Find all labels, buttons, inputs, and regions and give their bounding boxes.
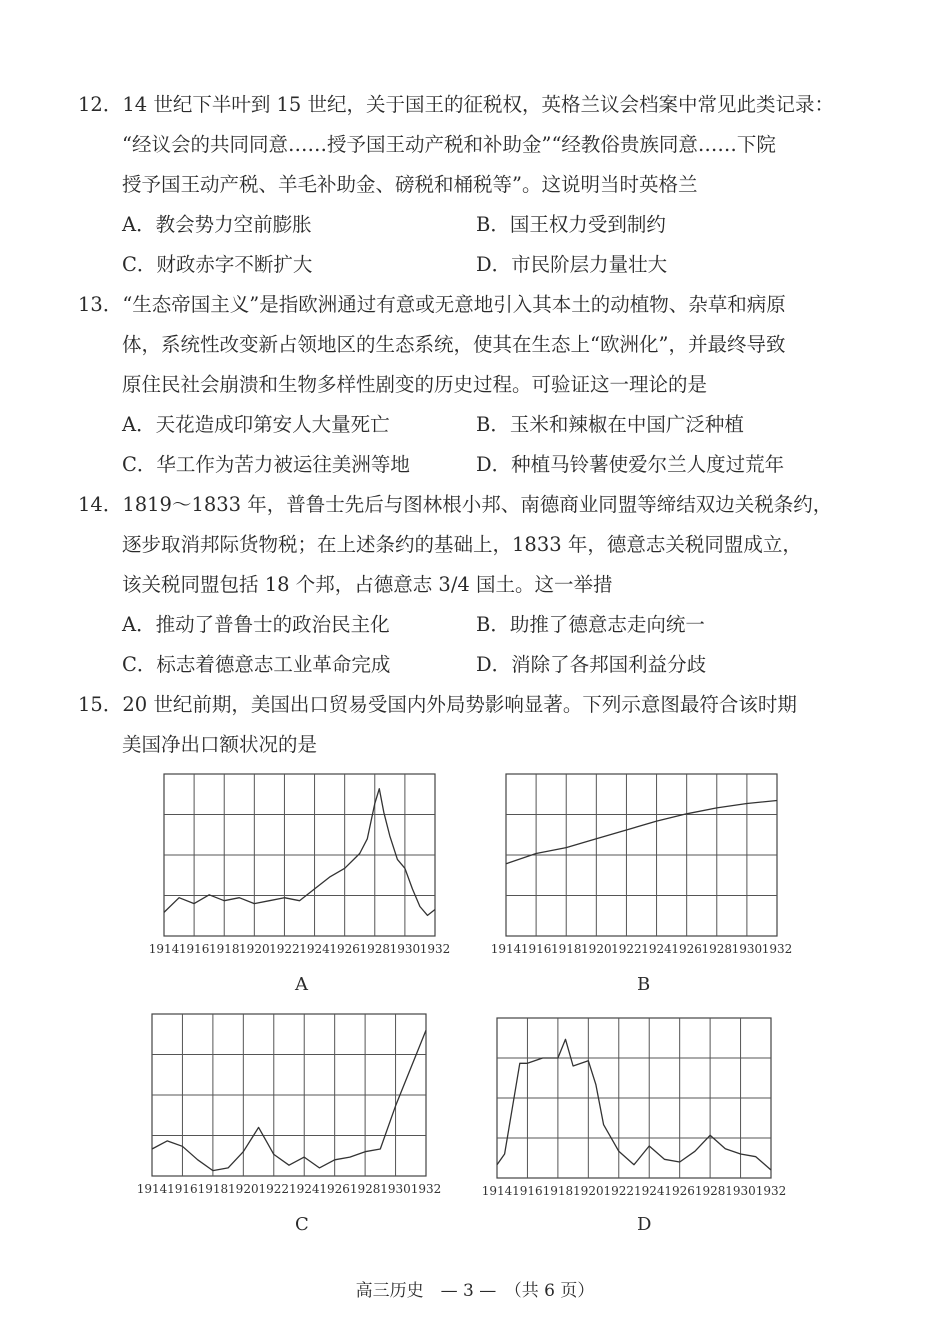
page-footer: 高三历史 — 3 — （共 6 页） (355, 1281, 595, 1301)
option-d: D．消除了各邦国利益分歧 (476, 653, 707, 676)
x-tick-label: 1914 (136, 1182, 168, 1196)
option-c: C．华工作为苦力被运往美洲等地 (122, 453, 410, 476)
chart-a-caption: A (295, 974, 308, 995)
chart-b-caption: B (637, 974, 651, 995)
question-text: 原住民社会崩溃和生物多样性剧变的历史过程。可验证这一理论的是 (122, 373, 708, 396)
x-tick-label: 1924 (633, 1184, 665, 1198)
question-15 (78, 685, 878, 765)
question-text: 体，系统性改变新占领地区的生态系统，使其在生态上“欧洲化”，并最终导致 (122, 333, 786, 356)
chart-grid (164, 774, 435, 936)
series-line (152, 1030, 426, 1170)
question-14 (78, 485, 878, 685)
x-tick-label: 1922 (611, 942, 642, 956)
x-tick-label: 1918 (197, 1182, 229, 1196)
chart-a-svg (148, 774, 453, 969)
x-tick-label: 1918 (208, 942, 240, 956)
x-tick-label: 1918 (542, 1184, 574, 1198)
question-text: 授予国王动产税、羊毛补助金、磅税和桶税等”。这说明当时英格兰 (122, 173, 698, 196)
option-b: B．助推了德意志走向统一 (476, 613, 705, 636)
x-tick-label: 1924 (299, 942, 330, 956)
option-c: C．财政赤字不断扩大 (122, 253, 313, 276)
x-tick-label: 1928 (701, 942, 733, 956)
question-text: “经议会的共同同意……授予国王动产税和补助金”“经教俗贵族同意……下院 (122, 133, 776, 156)
x-tick-label: 1924 (641, 942, 672, 956)
question-text: 15．20 世纪前期，美国出口贸易受国内外局势影响显著。下列示意图最符合该时期 (78, 693, 797, 716)
x-tick-label: 1920 (581, 942, 612, 956)
chart-c-svg (138, 1014, 448, 1209)
option-a: A．教会势力空前膨胀 (122, 213, 312, 236)
x-tick-label: 1914 (490, 942, 522, 956)
chart-c (138, 1014, 448, 1209)
x-tick-label: 1926 (319, 1182, 350, 1196)
option-b: B．玉米和辣椒在中国广泛种植 (476, 413, 744, 436)
x-tick-label: 1918 (550, 942, 582, 956)
chart-grid (506, 774, 777, 936)
x-tick-label: 1930 (731, 942, 763, 956)
x-tick-label: 1916 (512, 1184, 543, 1198)
chart-a (148, 774, 453, 969)
x-tick-label: 1914 (481, 1184, 513, 1198)
option-d: D．种植马铃薯使爱尔兰人度过荒年 (476, 453, 785, 476)
question-text: 逐步取消邦际货物税；在上述条约的基础上，1833 年，德意志关税同盟成立， (122, 533, 802, 556)
option-a: A．推动了普鲁士的政治民主化 (122, 613, 390, 636)
x-tick-label: 1920 (573, 1184, 604, 1198)
x-tick-label: 1930 (389, 942, 421, 956)
x-tick-label: 1928 (359, 942, 391, 956)
x-tick-label: 1916 (167, 1182, 198, 1196)
question-text: 13．“生态帝国主义”是指欧洲通过有意或无意地引入其本土的动植物、杂草和病原 (78, 293, 786, 316)
x-tick-label: 1930 (380, 1182, 411, 1196)
x-tick-label: 1914 (148, 942, 180, 956)
x-tick-label: 1932 (419, 942, 451, 956)
option-b: B．国王权力受到制约 (476, 213, 666, 236)
series-line (497, 1039, 771, 1170)
chart-d (482, 1018, 792, 1213)
x-tick-label: 1924 (288, 1182, 320, 1196)
chart-grid (497, 1018, 771, 1178)
chart-grid (152, 1014, 426, 1176)
chart-d-caption: D (637, 1214, 652, 1235)
question-text: 12．14 世纪下半叶到 15 世纪，关于国王的征税权，英格兰议会档案中常见此类记录： (78, 93, 835, 116)
x-tick-label: 1930 (725, 1184, 756, 1198)
x-tick-label: 1926 (671, 942, 702, 956)
option-c: C．标志着德意志工业革命完成 (122, 653, 391, 676)
question-text: 美国净出口额状况的是 (122, 733, 318, 756)
x-tick-label: 1932 (761, 942, 793, 956)
x-tick-label: 1928 (349, 1182, 381, 1196)
option-a: A．天花造成印第安人大量死亡 (122, 413, 390, 436)
x-tick-label: 1916 (178, 942, 210, 956)
x-tick-label: 1922 (269, 942, 300, 956)
question-text: 该关税同盟包括 18 个邦，占德意志 3/4 国土。这一举措 (122, 573, 613, 596)
chart-b-svg (490, 774, 795, 969)
x-tick-label: 1926 (664, 1184, 695, 1198)
x-tick-label: 1920 (239, 942, 270, 956)
x-tick-label: 1922 (603, 1184, 635, 1198)
question-12 (78, 85, 878, 285)
chart-c-caption: C (295, 1214, 309, 1235)
x-tick-label: 1932 (755, 1184, 787, 1198)
chart-d-svg (482, 1018, 792, 1213)
series-line (164, 789, 435, 916)
question-13 (78, 285, 878, 485)
x-tick-label: 1916 (520, 942, 552, 956)
x-tick-label: 1932 (410, 1182, 442, 1196)
question-text: 14．1819～1833 年，普鲁士先后与图林根小邦、南德商业同盟等缔结双边关税条约， (78, 493, 833, 516)
x-tick-label: 1920 (228, 1182, 259, 1196)
x-tick-label: 1928 (694, 1184, 726, 1198)
option-d: D．市民阶层力量壮大 (476, 253, 668, 276)
series-line (506, 801, 777, 864)
chart-b (490, 774, 795, 969)
x-tick-label: 1926 (329, 942, 360, 956)
x-tick-label: 1922 (258, 1182, 290, 1196)
